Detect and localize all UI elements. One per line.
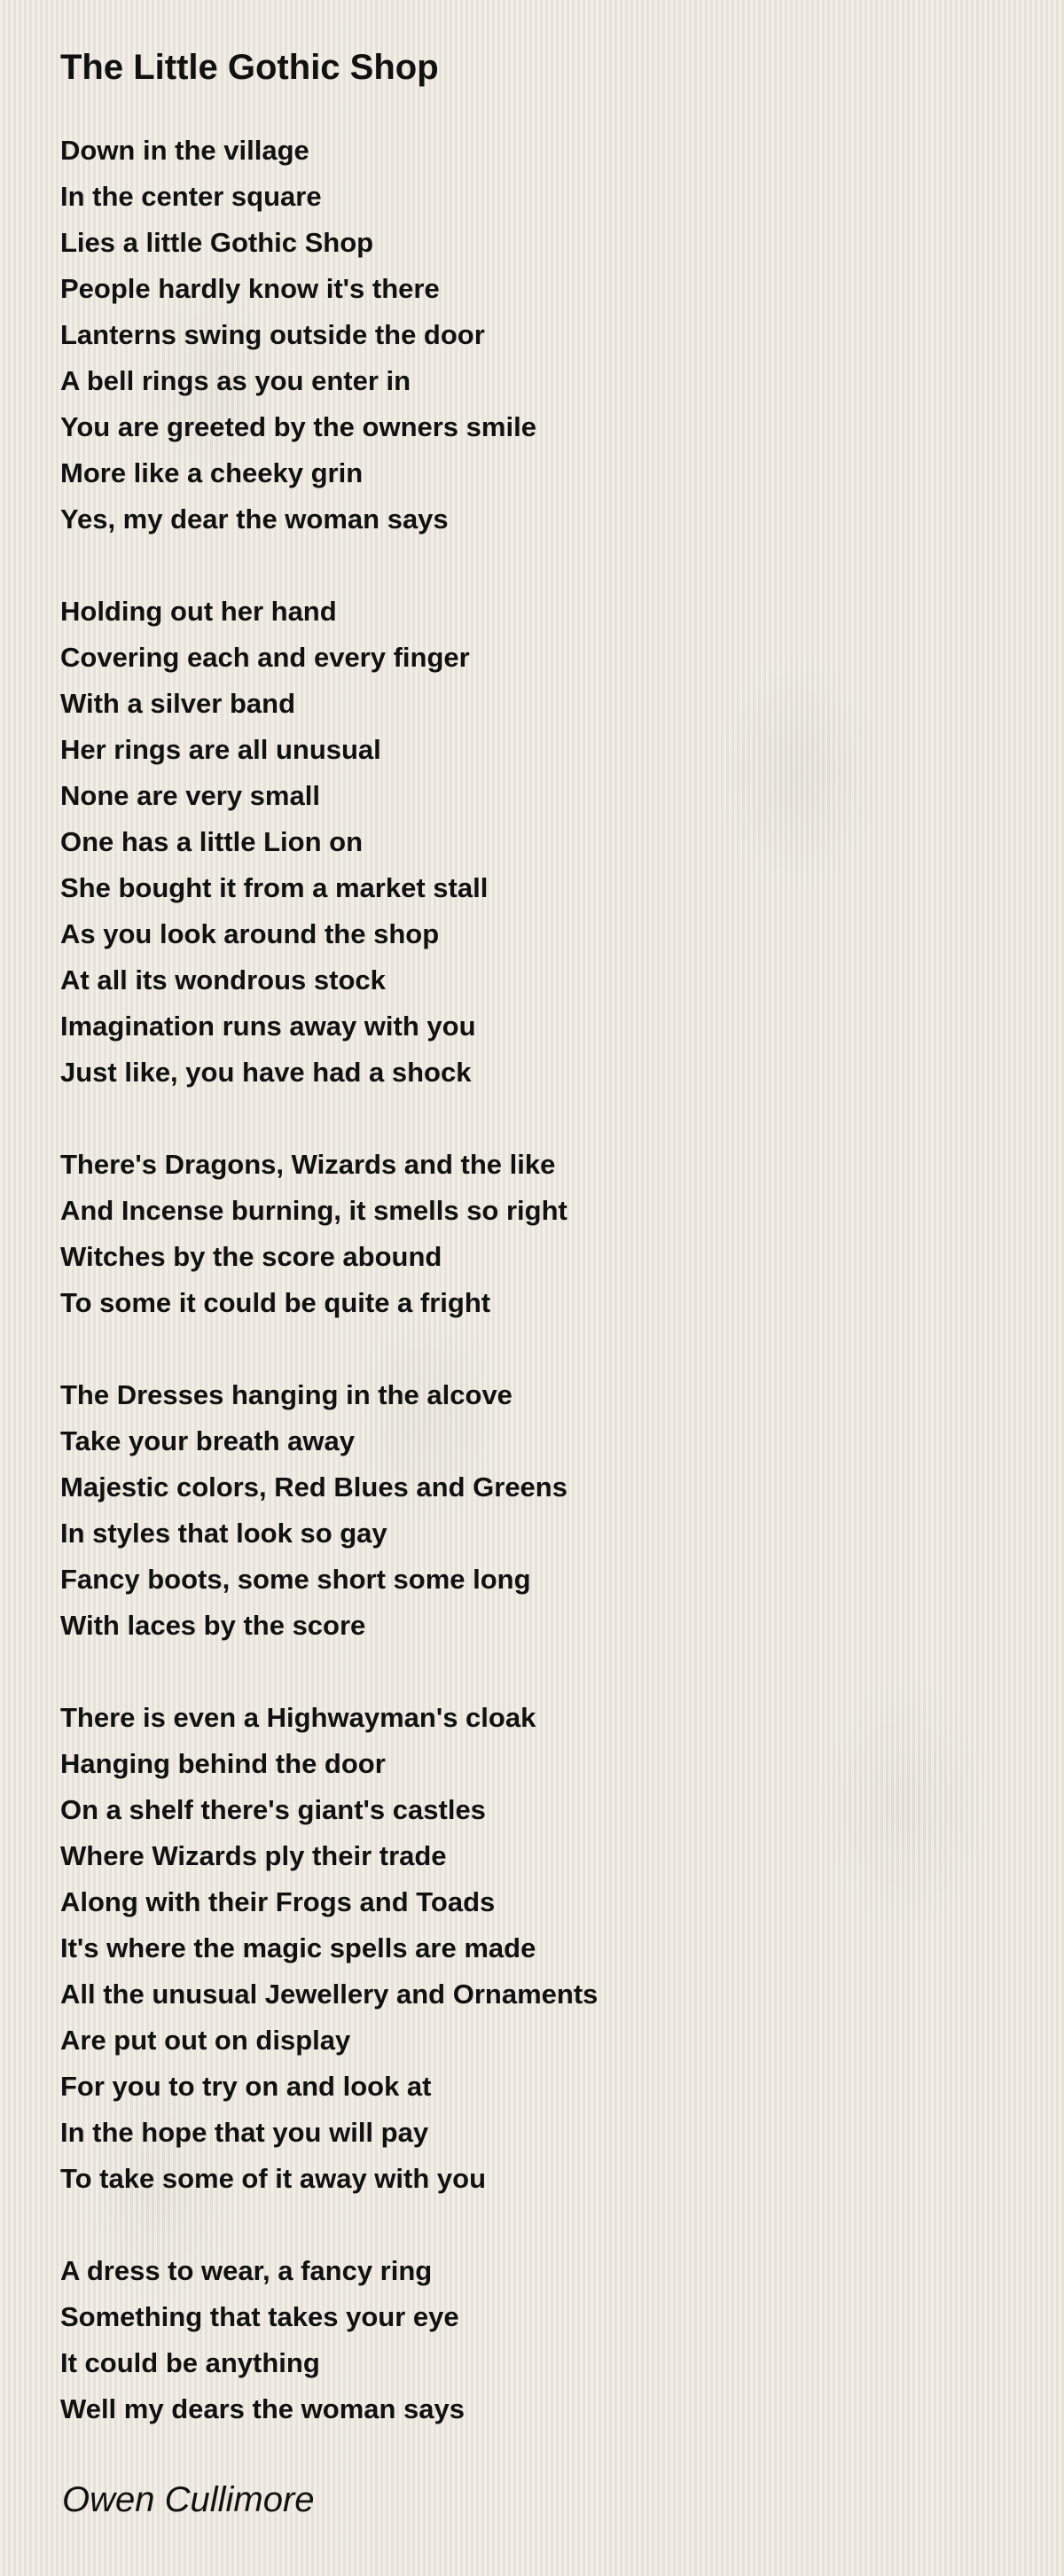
poem-stanza — [60, 128, 1018, 543]
poem-line: A bell rings as you enter in — [60, 365, 411, 396]
poem-line: Hanging behind the door — [60, 1748, 386, 1779]
poem-author: Owen Cullimore — [62, 2480, 315, 2519]
poem-line: Lies a little Gothic Shop — [60, 227, 374, 258]
poem-line: She bought it from a market stall — [60, 872, 489, 903]
poem-line: With laces by the score — [60, 1610, 366, 1641]
poem-line: Something that takes your eye — [60, 2301, 459, 2332]
poem-body — [60, 128, 1018, 2432]
poem-stanza — [60, 1142, 1018, 1326]
poem-line: Are put out on display — [60, 2025, 351, 2056]
poem-line: All the unusual Jewellery and Ornaments — [60, 1979, 598, 2010]
poem-line: In the center square — [60, 181, 322, 212]
poem-title: The Little Gothic Shop — [60, 48, 439, 87]
poem-line: Lanterns swing outside the door — [60, 319, 485, 350]
poem-line: Take your breath away — [60, 1425, 355, 1456]
poem-line: Well my dears the woman says — [60, 2393, 466, 2424]
poem-line: Imagination runs away with you — [60, 1011, 476, 1042]
poem-line: In the hope that you will pay — [60, 2117, 429, 2148]
poem-line: Just like, you have had a shock — [60, 1057, 472, 1088]
poem-line: To take some of it away with you — [60, 2163, 487, 2194]
poem-line: A dress to wear, a fancy ring — [60, 2255, 433, 2286]
poem-line: Where Wizards ply their trade — [60, 1840, 447, 1871]
poem-line: None are very small — [60, 780, 320, 811]
poem-line: More like a cheeky grin — [60, 457, 364, 488]
poem-line: Majestic colors, Red Blues and Greens — [60, 1471, 567, 1503]
poem-line: Covering each and every finger — [60, 642, 470, 673]
poem-line: To some it could be quite a fright — [60, 1287, 491, 1318]
poem-line: At all its wondrous stock — [60, 964, 386, 995]
poem-line: Her rings are all unusual — [60, 734, 381, 765]
poem-line: There's Dragons, Wizards and the like — [60, 1149, 556, 1180]
poem-line: It could be anything — [60, 2347, 320, 2378]
poem-line: On a shelf there's giant's castles — [60, 1794, 486, 1825]
poem-line: For you to try on and look at — [60, 2071, 432, 2102]
poem-line: You are greeted by the owners smile — [60, 411, 536, 442]
poem-line: Holding out her hand — [60, 596, 337, 627]
poem-line: It's where the magic spells are made — [60, 1932, 536, 1963]
poem-line: One has a little Lion on — [60, 826, 364, 857]
poem-line: And Incense burning, it smells so right — [60, 1195, 567, 1226]
poem-line: Fancy boots, some short some long — [60, 1564, 531, 1595]
poem-line: Yes, my dear the woman says — [60, 503, 449, 535]
poem-stanza — [60, 1372, 1018, 1649]
poem-stanza — [60, 2248, 1018, 2432]
poem-line: Down in the village — [60, 135, 309, 166]
poem-line: As you look around the shop — [60, 918, 440, 949]
poem-line: People hardly know it's there — [60, 273, 440, 304]
poem-line: Witches by the score abound — [60, 1241, 442, 1272]
poem-line: There is even a Highwayman's cloak — [60, 1702, 536, 1733]
poem-stanza — [60, 589, 1018, 1096]
poem-line: The Dresses hanging in the alcove — [60, 1379, 512, 1410]
poem-line: Along with their Frogs and Toads — [60, 1886, 496, 1917]
poem-line: In styles that look so gay — [60, 1518, 387, 1549]
poem-line: With a silver band — [60, 688, 295, 719]
poem-stanza — [60, 1695, 1018, 2202]
poem-container — [60, 46, 1018, 2521]
